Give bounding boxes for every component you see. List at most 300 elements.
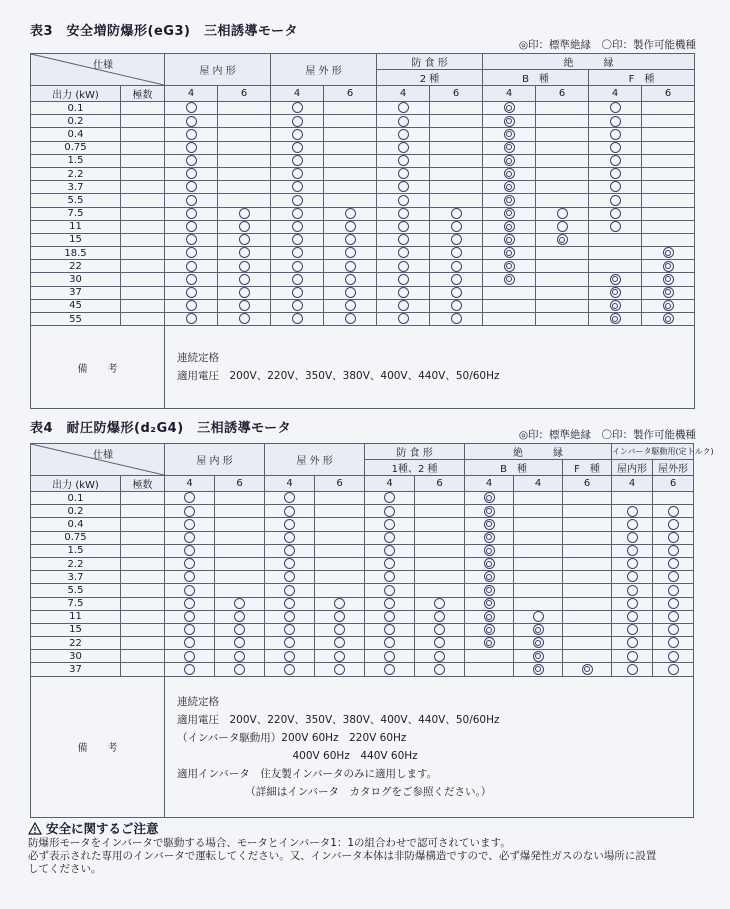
available-circle-icon [284,519,295,530]
table-row [31,260,695,273]
available-circle-icon [384,651,395,662]
availability-cell [514,597,563,610]
table-row [31,194,695,207]
availability-cell [653,610,694,623]
available-circle-icon [239,313,250,324]
availability-cell [465,557,514,570]
availability-cell [612,544,653,557]
corrosion-header: 防 食 形 [377,54,483,70]
availability-cell [483,141,536,154]
available-circle-icon [398,247,409,258]
available-circle-icon [434,624,445,635]
available-circle-icon [398,129,409,140]
availability-cell [642,194,695,207]
available-circle-icon [239,247,250,258]
available-circle-icon [345,221,356,232]
available-circle-icon [434,637,445,648]
available-circle-icon [186,155,197,166]
available-circle-icon [384,558,395,569]
table-row [31,220,695,233]
available-circle-icon [239,234,250,245]
available-circle-icon [186,234,197,245]
poles-blank-cell [121,286,165,299]
availability-cell [215,518,265,531]
table-row [31,505,694,518]
availability-cell [589,233,642,246]
availability-cell [218,220,271,233]
available-circle-icon [284,624,295,635]
standard-double-circle-icon [504,195,515,206]
availability-cell [365,557,415,570]
remarks-label: 備 考 [31,676,165,817]
availability-cell [642,128,695,141]
available-circle-icon [668,558,679,569]
availability-cell [589,141,642,154]
table-row [31,154,695,167]
availability-cell [165,531,215,544]
table-row [31,273,695,286]
f-class-header: F 種 [563,460,612,476]
available-circle-icon [384,532,395,543]
available-circle-icon [184,558,195,569]
availability-cell [642,299,695,312]
availability-cell [465,571,514,584]
table-row [31,584,694,597]
availability-cell [365,492,415,505]
availability-cell [536,313,589,326]
available-circle-icon [234,651,245,662]
availability-cell [589,220,642,233]
availability-cell [642,273,695,286]
available-circle-icon [239,287,250,298]
availability-cell [589,299,642,312]
availability-cell [563,584,612,597]
poles-blank-cell [121,299,165,312]
output-kw-cell: 0.75 [31,531,121,544]
available-circle-icon [284,558,295,569]
availability-cell [165,233,218,246]
availability-cell [165,518,215,531]
output-kw-cell: 2.2 [31,557,121,570]
pole-count-header: 4 [377,86,430,102]
availability-cell [589,286,642,299]
table-row [31,492,694,505]
availability-cell [324,286,377,299]
available-circle-icon [284,598,295,609]
availability-cell [324,299,377,312]
available-circle-icon [384,598,395,609]
available-circle-icon [186,300,197,311]
availability-cell [315,518,365,531]
inv-indoor-header: 屋内形 [612,460,653,476]
pole-count-header: 4 [589,86,642,102]
availability-cell [215,650,265,663]
availability-cell [271,286,324,299]
available-circle-icon [345,274,356,285]
standard-double-circle-icon [484,585,495,596]
available-circle-icon [434,611,445,622]
standard-double-circle-icon [484,558,495,569]
availability-cell [430,154,483,167]
availability-cell [377,220,430,233]
standard-double-circle-icon [663,300,674,311]
availability-cell [653,650,694,663]
availability-cell [271,102,324,115]
available-circle-icon [184,571,195,582]
availability-cell [514,518,563,531]
output-kw-cell: 15 [31,233,121,246]
available-circle-icon [668,506,679,517]
availability-cell [465,531,514,544]
table4-legend: ◎印：標準絶縁 〇印：製作可能機種 [518,429,696,441]
available-circle-icon [627,558,638,569]
available-circle-icon [186,274,197,285]
available-circle-icon [292,181,303,192]
safety-note-line: 必ず表示された専用のインバータで運転してください。又、インバータ本体は非防爆構造ですので、必ず爆発性ガスのない場所に設置 [28,850,657,862]
available-circle-icon [292,208,303,219]
available-circle-icon [434,664,445,675]
availability-cell [465,544,514,557]
availability-cell [563,557,612,570]
poles-blank-cell [121,650,165,663]
poles-blank-cell [121,141,165,154]
availability-cell [265,571,315,584]
availability-cell [315,637,365,650]
availability-cell [271,128,324,141]
availability-cell [377,128,430,141]
availability-cell [377,313,430,326]
availability-cell [483,181,536,194]
standard-double-circle-icon [504,102,515,113]
pole-count-header: 4 [514,476,563,492]
available-circle-icon [398,300,409,311]
poles-blank-cell [121,273,165,286]
availability-cell [218,286,271,299]
availability-cell [465,637,514,650]
available-circle-icon [627,506,638,517]
available-circle-icon [398,116,409,127]
availability-cell [324,260,377,273]
standard-double-circle-icon [504,181,515,192]
availability-cell [612,571,653,584]
availability-cell [315,597,365,610]
available-circle-icon [239,221,250,232]
available-circle-icon [451,287,462,298]
availability-cell [165,286,218,299]
poles-header: 極数 [121,476,165,492]
availability-cell [218,141,271,154]
available-circle-icon [434,651,445,662]
available-circle-icon [292,116,303,127]
output-kw-cell: 0.4 [31,128,121,141]
available-circle-icon [668,664,679,675]
availability-cell [589,154,642,167]
remarks-label: 備 考 [31,326,165,409]
availability-cell [612,492,653,505]
availability-cell [483,286,536,299]
availability-cell [365,571,415,584]
availability-cell [165,141,218,154]
table-row [31,544,694,557]
available-circle-icon [398,142,409,153]
available-circle-icon [627,519,638,530]
pole-count-header: 6 [642,86,695,102]
availability-cell [324,273,377,286]
availability-cell [215,623,265,636]
available-circle-icon [292,155,303,166]
poles-blank-cell [121,233,165,246]
availability-cell [218,115,271,128]
availability-cell [324,313,377,326]
output-header: 出力 (kW) [31,86,121,102]
availability-cell [642,181,695,194]
available-circle-icon [668,519,679,530]
availability-cell [215,663,265,676]
availability-cell [514,584,563,597]
availability-cell [563,610,612,623]
availability-cell [430,128,483,141]
availability-cell [653,531,694,544]
availability-cell [612,597,653,610]
availability-cell [218,128,271,141]
available-circle-icon [627,611,638,622]
availability-cell [324,233,377,246]
availability-cell [483,115,536,128]
availability-cell [271,220,324,233]
available-circle-icon [292,234,303,245]
availability-cell [165,505,215,518]
output-kw-cell: 2.2 [31,167,121,180]
availability-cell [165,623,215,636]
availability-cell [536,260,589,273]
availability-cell [563,544,612,557]
available-circle-icon [292,195,303,206]
availability-cell [215,610,265,623]
table-row [31,637,694,650]
availability-cell [377,260,430,273]
availability-cell [653,597,694,610]
available-circle-icon [186,181,197,192]
available-circle-icon [186,129,197,140]
availability-cell [377,181,430,194]
availability-cell [315,492,365,505]
availability-cell [612,518,653,531]
pole-count-header: 6 [430,86,483,102]
availability-cell [589,102,642,115]
table-row [31,650,694,663]
availability-cell [165,663,215,676]
availability-cell [165,260,218,273]
availability-cell [514,544,563,557]
pole-count-header: 4 [165,86,218,102]
output-kw-cell: 45 [31,299,121,312]
available-circle-icon [668,598,679,609]
available-circle-icon [186,261,197,272]
table-row [31,597,694,610]
table-row [31,623,694,636]
availability-cell [612,610,653,623]
availability-cell [430,260,483,273]
pole-count-header: 4 [271,86,324,102]
availability-cell [642,141,695,154]
availability-cell [265,637,315,650]
availability-cell [165,207,218,220]
availability-cell [536,233,589,246]
available-circle-icon [292,247,303,258]
available-circle-icon [384,611,395,622]
availability-cell [536,102,589,115]
poles-blank-cell [121,663,165,676]
available-circle-icon [184,545,195,556]
available-circle-icon [284,585,295,596]
table-row [31,663,694,676]
availability-cell [653,492,694,505]
standard-double-circle-icon [504,247,515,258]
available-circle-icon [186,168,197,179]
availability-cell [377,167,430,180]
availability-cell [271,207,324,220]
table-row [31,128,695,141]
standard-double-circle-icon [610,300,621,311]
availability-cell [365,623,415,636]
standard-double-circle-icon [582,664,593,675]
availability-cell [536,115,589,128]
availability-cell [365,610,415,623]
pole-count-header: 6 [653,476,694,492]
poles-blank-cell [121,571,165,584]
available-circle-icon [186,208,197,219]
availability-cell [315,505,365,518]
available-circle-icon [345,300,356,311]
poles-blank-cell [121,544,165,557]
pole-count-header: 6 [315,476,365,492]
available-circle-icon [186,287,197,298]
availability-cell [377,273,430,286]
availability-cell [377,233,430,246]
available-circle-icon [557,208,568,219]
pole-count-header: 6 [218,86,271,102]
availability-cell [483,207,536,220]
availability-cell [265,492,315,505]
standard-double-circle-icon [557,234,568,245]
availability-cell [324,154,377,167]
f-class-header: F 種 [589,70,695,86]
availability-cell [465,505,514,518]
available-circle-icon [292,102,303,113]
availability-cell [536,194,589,207]
availability-cell [589,313,642,326]
available-circle-icon [284,611,295,622]
availability-cell [563,650,612,663]
available-circle-icon [610,221,621,232]
poles-blank-cell [121,610,165,623]
availability-cell [483,220,536,233]
poles-blank-cell [121,220,165,233]
availability-cell [589,247,642,260]
availability-cell [324,115,377,128]
availability-cell [653,584,694,597]
availability-cell [218,194,271,207]
standard-double-circle-icon [504,221,515,232]
standard-double-circle-icon [663,274,674,285]
output-kw-cell: 37 [31,663,121,676]
availability-cell [215,531,265,544]
available-circle-icon [668,611,679,622]
availability-cell [536,247,589,260]
output-header: 出力 (kW) [31,476,121,492]
availability-cell [165,220,218,233]
standard-double-circle-icon [663,261,674,272]
output-kw-cell: 22 [31,260,121,273]
output-kw-cell: 11 [31,220,121,233]
safety-heading: 安全に関するご注意 [46,821,159,836]
availability-cell [415,663,465,676]
available-circle-icon [184,664,195,675]
pole-count-header: 4 [465,476,514,492]
pole-count-header: 4 [612,476,653,492]
available-circle-icon [398,155,409,166]
availability-cell [483,313,536,326]
availability-cell [563,492,612,505]
poles-blank-cell [121,247,165,260]
availability-cell [315,571,365,584]
available-circle-icon [384,571,395,582]
available-circle-icon [451,261,462,272]
availability-cell [430,102,483,115]
availability-cell [365,518,415,531]
availability-cell [589,260,642,273]
available-circle-icon [557,221,568,232]
availability-cell [377,102,430,115]
standard-double-circle-icon [663,287,674,298]
availability-cell [430,313,483,326]
available-circle-icon [627,664,638,675]
available-circle-icon [292,313,303,324]
availability-cell [483,128,536,141]
available-circle-icon [334,664,345,675]
available-circle-icon [610,129,621,140]
availability-cell [271,154,324,167]
available-circle-icon [610,116,621,127]
available-circle-icon [184,506,195,517]
availability-cell [642,154,695,167]
spec-diagonal-cell [31,54,165,86]
available-circle-icon [186,313,197,324]
availability-cell [365,544,415,557]
available-circle-icon [398,221,409,232]
availability-cell [514,650,563,663]
available-circle-icon [334,637,345,648]
insulation-header: 絶 縁 [483,54,695,70]
standard-double-circle-icon [504,208,515,219]
availability-cell [215,597,265,610]
availability-cell [483,167,536,180]
availability-cell [265,584,315,597]
availability-cell [165,181,218,194]
availability-cell [415,623,465,636]
availability-cell [653,623,694,636]
poles-header: 極数 [121,86,165,102]
table-row [31,286,695,299]
available-circle-icon [345,313,356,324]
table-row [31,167,695,180]
availability-cell [642,220,695,233]
availability-cell [612,623,653,636]
availability-cell [165,115,218,128]
available-circle-icon [184,637,195,648]
table4 [30,443,714,818]
availability-cell [415,557,465,570]
